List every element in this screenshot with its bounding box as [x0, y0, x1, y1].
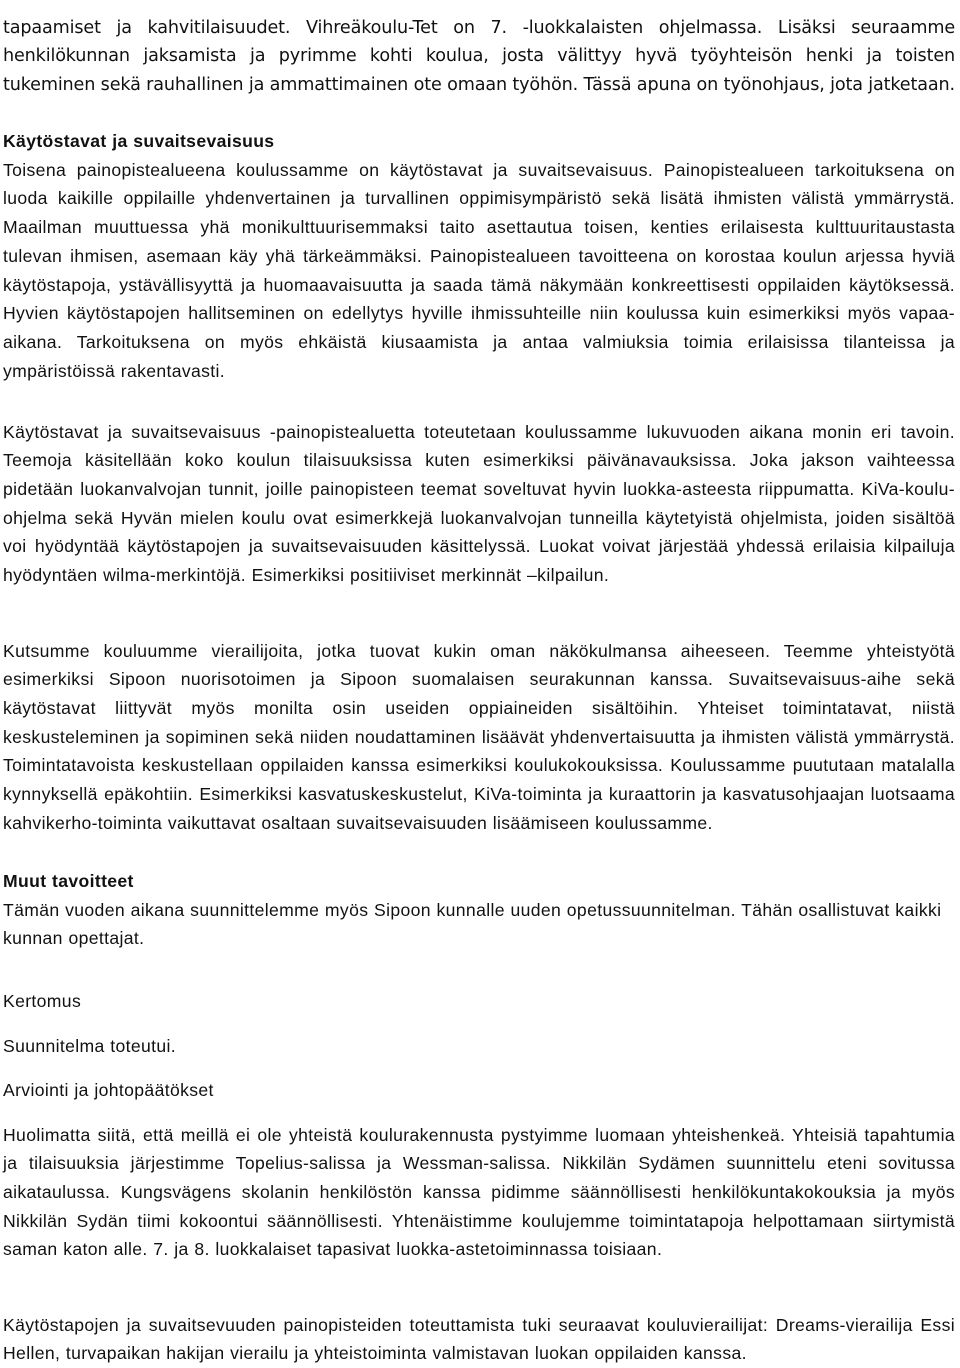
- evaluation-label: Arviointi ja johtopäätökset: [3, 1079, 214, 1100]
- section-heading-behavior: Käytöstavat ja suvaitsevaisuus: [3, 131, 275, 151]
- section-behavior: [3, 127, 955, 385]
- intro-paragraph: tapaamiset ja kahvitilaisuudet. Vihreäkoulu-Tet on 7. -luokkalaisten ohjelmassa. Lisäksi seuraamme henkilökunnan jaksamista ja pyrimme kohti koulua, josta välittyy hyvä työyhteisön henki ja toisten tukeminen sekä rauhallinen ja ammattimainen ote omaan työhön. Tässä apuna on työnohjaus, jota jatketaan.: [3, 17, 955, 95]
- report-label: Kertomus: [3, 990, 82, 1011]
- section-heading-other-goals: Muut tavoitteet: [3, 871, 134, 891]
- report-text: Suunnitelma toteutui.: [3, 1035, 177, 1056]
- behavior-paragraph-2: Käytöstavat ja suvaitsevaisuus -painopistealuetta toteutetaan koulussamme lukuvuoden aikana monin eri tavoin. Teemoja käsitellään koko koulun tilaisuuksissa kuten esimerkiksi päivänavauksissa. Joka jakson vaihteessa pidetään luokanvalvojan tunnit, joille painopisteen teemat soveltuvat hyvin luokka-asteesta riippumatta. KiVa-koulu-ohjelma sekä Hyvän mielen koulu ovat esimerkkejä luokanvalvojan tunneilla käytetyistä ohjelmista, joiden sisältöä voi hyödyntää käytöstapojen ja suvaitsevaisuuden käsittelyssä. Luokat voivat järjestää yhdessä erilaisia kilpailuja hyödyntäen wilma-merkintöjä. Esimerkiksi positiiviset merkinnät –kilpailun.: [3, 421, 955, 586]
- evaluation-paragraph-1: Huolimatta siitä, että meillä ei ole yhteistä koulurakennusta pystyimme luomaan yhteishenkeä. Yhteisiä tapahtumia ja tilaisuuksia järjestimme Topelius-salissa ja Wessman-salissa. Nikkilän Sydämen suunnittelu eteni sovitussa aikataulussa. Kungsvägens skolanin henkilöstön kanssa pidimme säännöllisesti henkilökuntakokouksia ja myös Nikkilän Sydän tiimi kokoontui säännöllisesti. Yhtenäistimme koulujemme toimintatapoja helpottamaan siirtymistä saman katon alle. 7. ja 8. luokkalaiset tapasivat luokka-astetoiminnassa toisiaan.: [3, 1124, 955, 1260]
- evaluation-paragraph-2: Käytöstapojen ja suvaitsevuuden painopisteiden toteuttamista tuki seuraavat kouluvierailijat: Dreams-vierailija Essi Hellen, turvapaikan hakijan vierailu ja yhteistoiminta valmistavan luokan oppilaiden kanssa.: [3, 1314, 955, 1364]
- behavior-paragraph-1: Toisena painopistealueena koulussamme on käytöstavat ja suvaitsevaisuus. Painopistealueen tarkoituksena on luoda kaikille oppilaille yhdenvertainen ja turvallinen oppimisympäristö sekä lisätä ihmisten välistä ymmärrystä. Maailman muuttuessa yhä monikulttuurisemmaksi taito asettautua toisen, kenties erilaisesta kulttuuritaustasta tulevan ihmisen, asemaan käy yhä tärkeämmäksi. Painopistealueen tavoitteena on korostaa koulun arjessa hyviä käytöstapoja, ystävällisyyttä ja huomaavaisuutta ja saada tämä näkymään konkreettisesti oppilaiden käytöksessä. Hyvien käytöstapojen hallitseminen on edellytys hyville ihmissuhteille niin koulussa kuin esimerkiksi myös vapaa-aikana. Tarkoituksena on myös ehkäistä kiusaamista ja antaa valmiuksia toimia erilaisissa tilanteissa ja ympäristöissä rakentavasti.: [3, 159, 955, 381]
- behavior-paragraph-3: Kutsumme kouluumme vierailijoita, jotka tuovat kukin oman näkökulmansa aiheeseen. Teemme yhteistyötä esimerkiksi Sipoon nuorisotoimen ja Sipoon suomalaisen seurakunnan kanssa. Suvaitsevaisuus-aihe sekä käytöstavat liittyvät myös monilta osin useiden oppiaineiden sisältöihin. Yhteiset toimintatavat, niistä keskusteleminen ja sopiminen sekä niiden noudattaminen lisäävät yhdenvertaisuutta ja ihmisten välistä ymmärrystä. Toimintatavoista keskustellaan oppilaiden kanssa esimerkiksi koulukokouksissa. Koulussamme puututaan matalalla kynnyksellä epäkohtiin. Esimerkiksi kasvatuskeskustelut, KiVa-toiminta ja kuraattorin ja kasvatusohjaajan luotsaama kahvikerho-toiminta vaikuttavat osaltaan suvaitsevaisuuden lisäämiseen koulussamme.: [3, 640, 955, 833]
- section-other-goals: [3, 867, 955, 953]
- other-goals-paragraph: Tämän vuoden aikana suunnittelemme myös Sipoon kunnalle uuden opetussuunnitelman. Tähän osallistuvat kaikki kunnan opettajat.: [3, 899, 942, 949]
